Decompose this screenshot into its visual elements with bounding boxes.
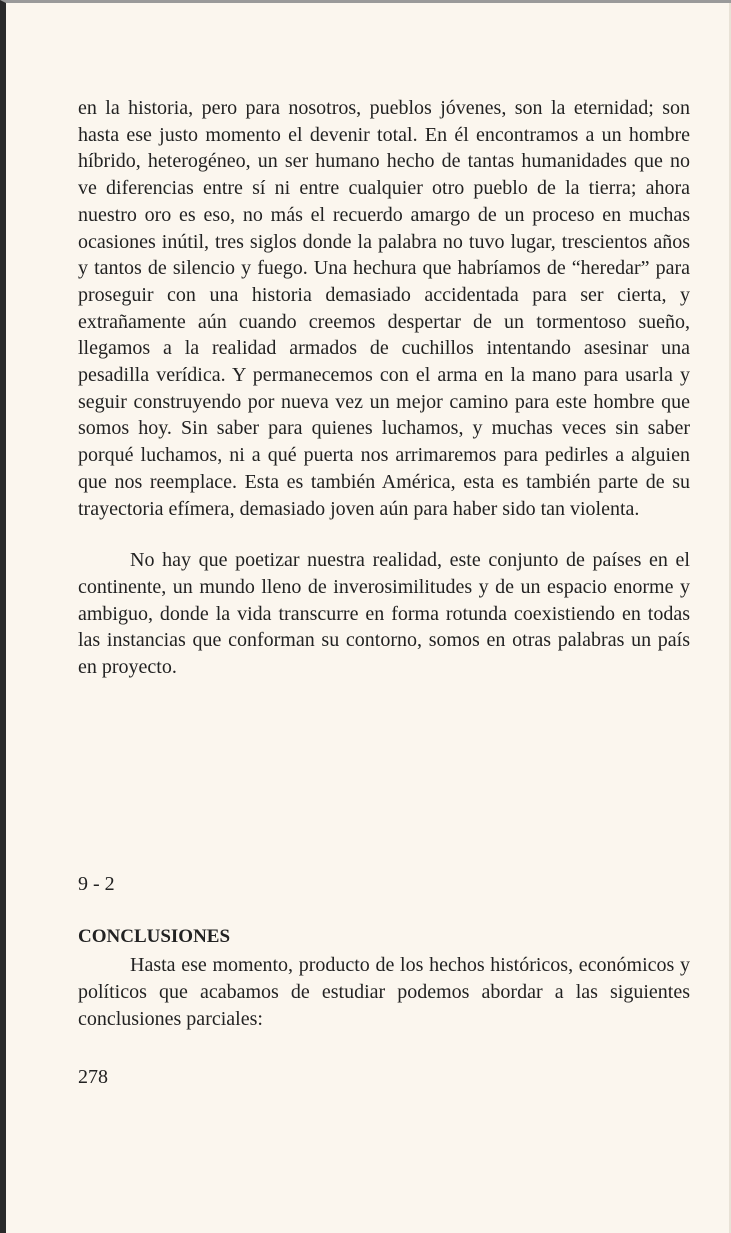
page-number: 278 [78,1066,108,1088]
section-heading: CONCLUSIONES [78,926,231,947]
body-text [78,95,690,681]
section-number: 9 - 2 [78,873,115,895]
paragraph-1: en la historia, pero para nosotros, pueblos jóvenes, son la eternidad; son hasta ese justo momento el devenir total. En él encontramos a un hombre híbrido, heterogéneo, un ser humano hecho de tantas humanidades que no ve diferencias entre sí ni entre cualquier otro pueblo de la tierra; ahora nuestro oro es eso, no más el recuerdo amargo de un proceso en muchas ocasiones inútil, tres siglos donde la palabra no tuvo lugar, trescientos años y tantos de silencio y fuego. Una hechura que habríamos de “heredar” para proseguir con una historia demasiado accidentada para ser cierta, y extrañamente aún cuando creemos despertar de un tormentoso sueño, llegamos a la realidad armados de cuchillos intentando asesinar una pesadilla verídica. Y permanecemos con el arma en la mano para usarla y seguir construyendo por nueva vez un mejor camino para este hombre que somos hoy. Sin saber para quienes luchamos, y muchas veces sin saber porqué luchamos, ni a qué puerta nos arrimaremos para pedirles a alguien que nos reemplace. Esta es también América, esta es también parte de su trayectoria efímera, demasiado joven aún para haber sido tan violenta. [78,97,690,520]
paragraph-2: No hay que poetizar nuestra realidad, este conjunto de países en el continente, un mundo lleno de inverosimilitudes y de un espacio enorme y ambiguo, donde la vida transcurre en forma rotunda coexistiendo en todas las instancias que conforman su contorno, somos en otras palabras un país en proyecto. [78,549,690,679]
conclusions-intro: Hasta ese momento, producto de los hechos históricos, económicos y políticos que acabamos de estudiar podemos abordar a las siguientes conclusiones parciales: [78,954,690,1030]
